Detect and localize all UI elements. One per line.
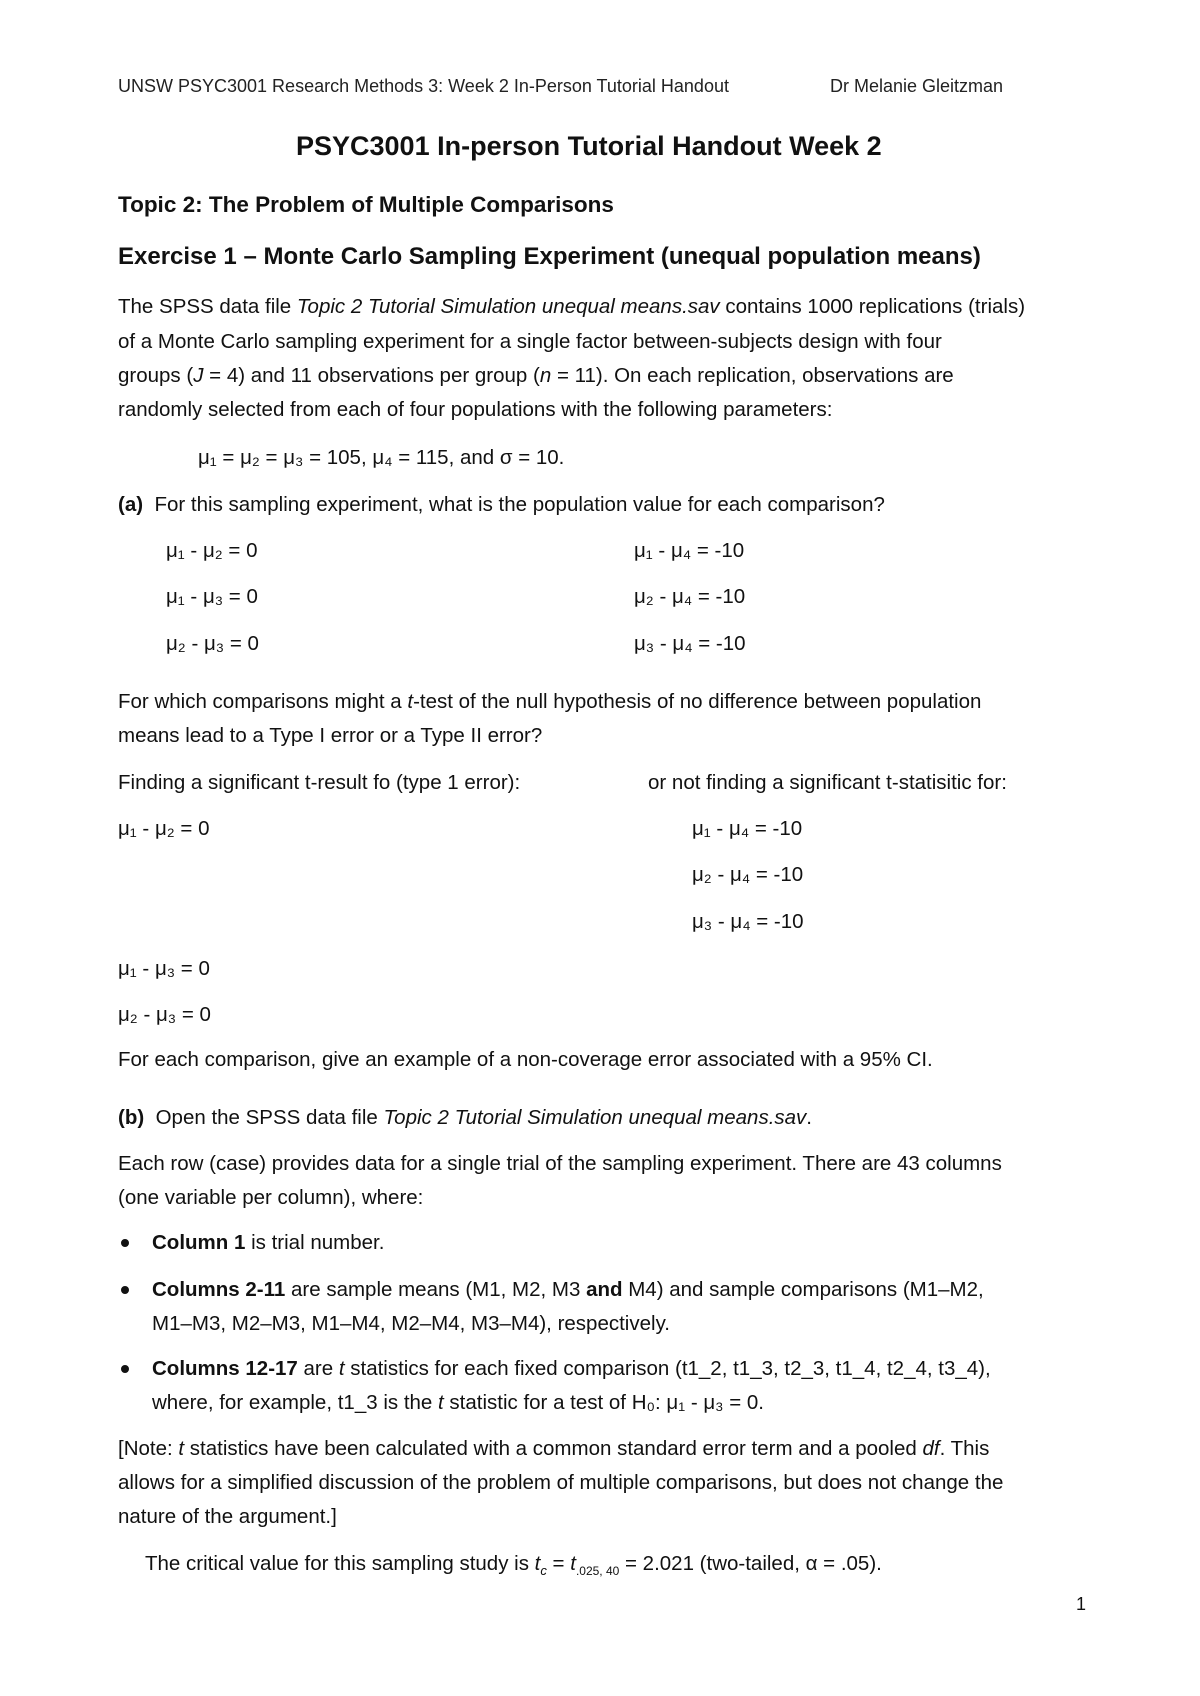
bullet-icon [121, 1239, 129, 1247]
part-a-label: (a) [118, 493, 144, 516]
part-b-open: (b) Open the SPSS data file Topic 2 Tutorial Simulation unequal means.sav. [118, 1106, 812, 1129]
type2-item-1: μ₁ - μ₄ = -10 [692, 817, 803, 840]
error-question-line-1: For which comparisons might a t-test of the null hypothesis of no difference between population [118, 690, 982, 713]
part-a-question: (a) For this sampling experiment, what is the population value for each comparison? [118, 493, 885, 516]
intro-line-1: The SPSS data file Topic 2 Tutorial Simulation unequal means.sav contains 1000 replications (trials) [118, 295, 1026, 318]
comparison-left-2: μ₁ - μ₃ = 0 [166, 585, 258, 608]
noncoverage-question: For each comparison, give an example of a non-coverage error associated with a 95% CI. [118, 1048, 933, 1071]
comparison-right-2: μ₂ - μ₄ = -10 [634, 585, 746, 608]
page-number: 1 [1076, 1594, 1087, 1614]
data-file-name: Topic 2 Tutorial Simulation unequal means.sav [296, 295, 720, 318]
type1-item-2: μ₁ - μ₃ = 0 [118, 957, 210, 980]
type2-item-3: μ₃ - μ₄ = -10 [692, 910, 804, 933]
bullet-columns-2-11-line-2: M1–M3, M2–M3, M1–M4, M2–M4, M3–M4), respectively. [152, 1312, 670, 1335]
type1-item-1: μ₁ - μ₂ = 0 [118, 817, 210, 840]
type1-item-3: μ₂ - μ₃ = 0 [118, 1003, 211, 1026]
note-line-1: [Note: t statistics have been calculated with a common standard error term and a pooled df. This [118, 1437, 990, 1460]
rows-description-line-2: (one variable per column), where: [118, 1186, 424, 1209]
part-b-label: (b) [118, 1106, 145, 1129]
bullet-columns-12-17-line-2: where, for example, t1_3 is the t statistic for a test of H₀: μ₁ - μ₃ = 0. [152, 1391, 764, 1414]
note-line-3: nature of the argument.] [118, 1505, 337, 1528]
topic-heading: Topic 2: The Problem of Multiple Comparisons [118, 192, 614, 217]
bullet-icon [121, 1365, 129, 1373]
type2-item-2: μ₂ - μ₄ = -10 [692, 863, 804, 886]
rows-description-line-1: Each row (case) provides data for a single trial of the sampling experiment. There are 43 columns [118, 1152, 1002, 1175]
error-question-line-2: means lead to a Type I error or a Type II error? [118, 724, 543, 747]
bullet-column-1: Column 1 is trial number. [152, 1231, 385, 1254]
exercise-heading: Exercise 1 – Monte Carlo Sampling Experiment (unequal population means) [118, 243, 981, 270]
comparison-left-3: μ₂ - μ₃ = 0 [166, 632, 259, 655]
bullet-icon [121, 1286, 129, 1294]
page-title: PSYC3001 In-person Tutorial Handout Week 2 [296, 131, 882, 161]
bullet-columns-2-11-line-1: Columns 2-11 are sample means (M1, M2, M3 and M4) and sample comparisons (M1–M2, [152, 1278, 984, 1301]
population-parameters: μ₁ = μ₂ = μ₃ = 105, μ₄ = 115, and σ = 10. [198, 446, 565, 469]
comparison-right-1: μ₁ - μ₄ = -10 [634, 539, 745, 562]
comparison-left-1: μ₁ - μ₂ = 0 [166, 539, 258, 562]
running-header-left: UNSW PSYC3001 Research Methods 3: Week 2 In-Person Tutorial Handout [118, 76, 729, 96]
comparison-right-3: μ₃ - μ₄ = -10 [634, 632, 746, 655]
type1-label: Finding a significant t-result fo (type 1 error): [118, 771, 521, 794]
intro-line-4: randomly selected from each of four populations with the following parameters: [118, 398, 833, 421]
note-line-2: allows for a simplified discussion of the problem of multiple comparisons, but does not change the [118, 1471, 1004, 1494]
intro-line-2: of a Monte Carlo sampling experiment for a single factor between-subjects design with four [118, 330, 942, 353]
type2-label: or not finding a significant t-statisitic for: [648, 771, 1007, 794]
bullet-columns-12-17-line-1: Columns 12-17 are t statistics for each fixed comparison (t1_2, t1_3, t2_3, t1_4, t2_4, t3_4), [152, 1357, 991, 1380]
running-header-right: Dr Melanie Gleitzman [830, 76, 1004, 96]
intro-line-3: groups (J = 4) and 11 observations per group (n = 11). On each replication, observations are [118, 364, 954, 387]
critical-value-line: The critical value for this sampling study is $t_c = t_{.025, 40} = 2.021$ (two-tailed, α = .05). [145, 1552, 882, 1579]
